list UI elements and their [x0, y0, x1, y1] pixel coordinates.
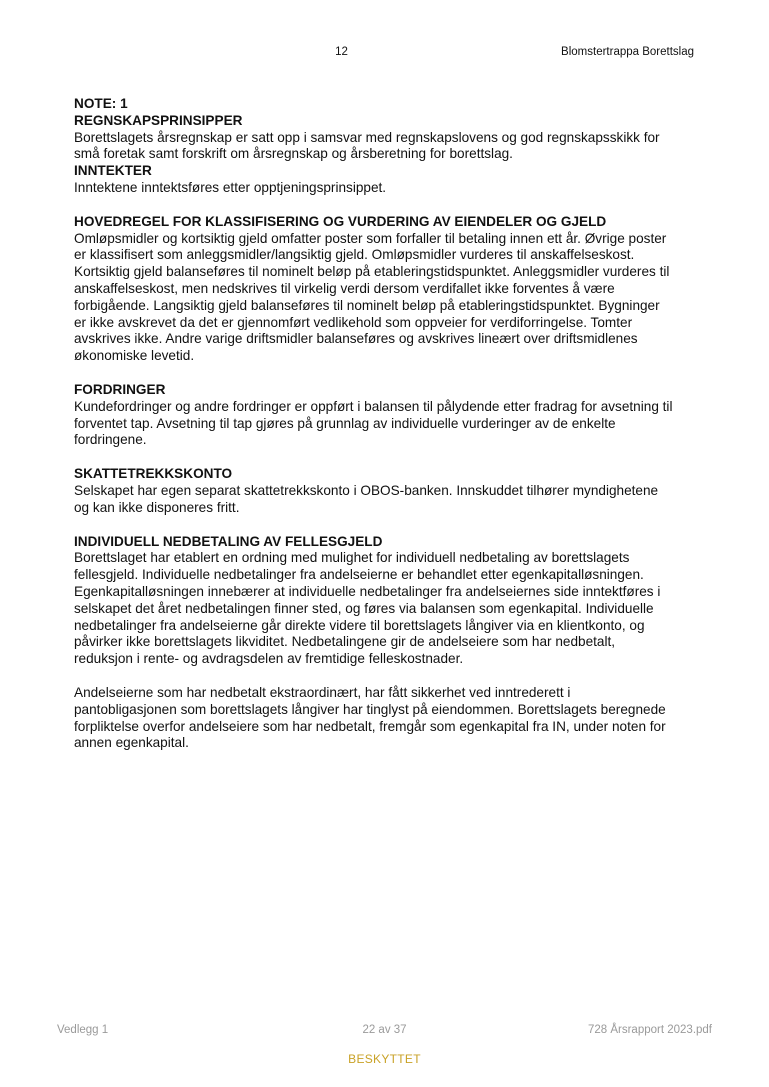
section-text: Borettslagets årsregnskap er satt opp i samsvar med regnskapslovens og god regnskapsskikk for små foretak samt forskrift om årsregnskap og årsberetning for borettslag.	[74, 129, 660, 162]
section-heading: FORDRINGER	[74, 381, 166, 397]
section-heading: SKATTETREKKSKONTO	[74, 466, 233, 482]
section-text: Inntektene inntektsføres etter opptjeningsprinsippet.	[74, 179, 387, 195]
section-heading: INDIVIDUELL NEDBETALING AV FELLESGJELD	[74, 533, 383, 549]
footer-attachment: Vedlegg 1	[57, 1024, 109, 1036]
final-paragraph: Andelseierne som har nedbetalt ekstraordinært, har fått sikkerhet ved inntrederett i pantobligasjonen som borettslagets långiver har tinglyst på eiendommen. Borettslagets beregnede forpliktelse overfor andelseiere som har nedbetalt, fremgår som egenkapital fra IN, under noten for annen egenkapital.	[74, 684, 666, 751]
note-label: NOTE: 1	[74, 96, 128, 111]
note-content	[74, 96, 674, 752]
footer-page-count: 22 av 37	[362, 1024, 407, 1036]
classification-label: BESKYTTET	[348, 1052, 421, 1066]
section-text: Omløpsmidler og kortsiktig gjeld omfatter poster som forfaller til betaling innen ett år. Øvrige poster er klassifisert som anleggsmidler/langsiktig gjeld. Omløpsmidler vurderes til anskaffelseskost. Kortsiktig gjeld balanseføres til nominelt beløp på etableringstidspunktet. Anleggsmidler vurderes til anskaffelseskost, men nedskrives til virkelig verdi dersom verdifallet ikke forventes å være forbigående. Langsiktig gjeld balanseføres til nominelt beløp på etableringstidspunktet. Bygninger er ikke avskrevet da det er gjennomført vedlikehold som oppveier for verdiforringelse. Tomter avskrives ikke. Andre varige driftsmidler balanseføres og avskrives lineært over driftsmidlenes økonomiske levetid.	[74, 230, 670, 364]
section-heading: INNTEKTER	[74, 163, 152, 179]
footer-filename: 728 Årsrapport 2023.pdf	[587, 1024, 712, 1036]
section-heading: HOVEDREGEL FOR KLASSIFISERING OG VURDERING AV EIENDELER OG GJELD	[74, 213, 607, 229]
section-heading: REGNSKAPSPRINSIPPER	[74, 112, 243, 128]
page-number: 12	[335, 46, 348, 58]
org-name: Blomstertrappa Borettslag	[561, 46, 694, 58]
section-text: Selskapet har egen separat skattetrekkskonto i OBOS-banken. Innskuddet tilhører myndighetene og kan ikke disponeres fritt.	[74, 482, 659, 515]
section-text: Borettslaget har etablert en ordning med mulighet for individuell nedbetaling av borettslagets fellesgjeld. Individuelle nedbetalinger fra andelseierne er behandlet etter egenkapitalløsningen. Egenkapitalløsningen innebærer at individuelle nedbetalinger fra andelseiernes side inntektføres i selskapet det året nedbetalingen finner sted, og føres via balansen som egenkapital. Individuelle nedbetalinger fra andelseierne går direkte videre til borettslagets långiver via en klientkonto, og påvirker ikke borettslagets likviditet. Nedbetalingene gir de andelseiere som har nedbetalt, reduksjon i rente- og avdragsdelen av fremtidige felleskostnader.	[74, 550, 661, 667]
section-text: Kundefordringer og andre fordringer er oppført i balansen til pålydende etter fradrag for avsetning til forventet tap. Avsetning til tap gjøres på grunnlag av individuelle vurderinger av de enkelte fordringene.	[74, 398, 673, 448]
